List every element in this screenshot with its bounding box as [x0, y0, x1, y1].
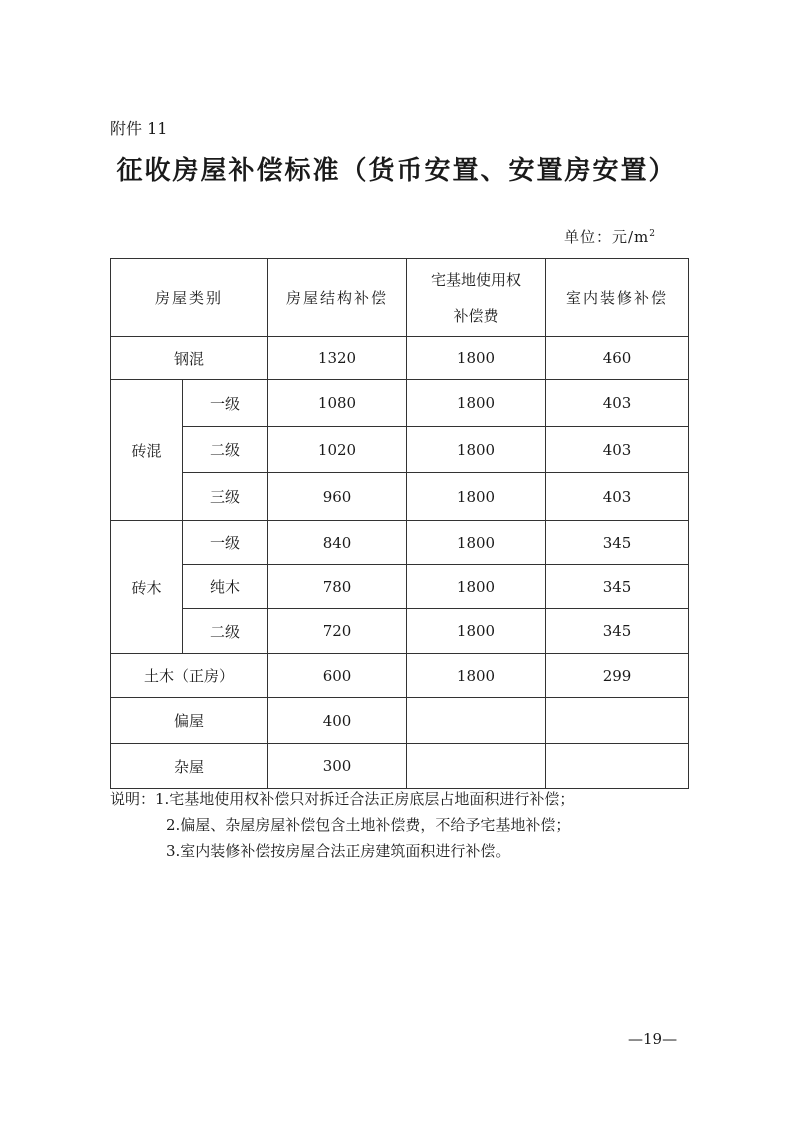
table-header-row: [111, 259, 689, 337]
homestead-value: [407, 698, 546, 744]
row-grade: 一级: [183, 380, 268, 427]
structure-value: 1080: [268, 380, 407, 427]
structure-value: 960: [268, 473, 407, 521]
header-homestead: [407, 259, 546, 337]
structure-value: 300: [268, 744, 407, 789]
row-category: 杂屋: [111, 744, 268, 789]
row-grade: 三级: [183, 473, 268, 521]
decoration-value: 460: [546, 337, 689, 380]
row-grade: 一级: [183, 521, 268, 565]
table-row: [111, 337, 689, 380]
homestead-value: 1800: [407, 609, 546, 654]
homestead-value: 1800: [407, 521, 546, 565]
row-grade: 纯木: [183, 565, 268, 609]
homestead-value: 1800: [407, 337, 546, 380]
structure-value: 1320: [268, 337, 407, 380]
document-title: 征收房屋补偿标准（货币安置、安置房安置）: [116, 156, 677, 186]
row-category: 钢混: [111, 337, 268, 380]
row-category: 土木（正房）: [111, 654, 268, 698]
decoration-value: 345: [546, 565, 689, 609]
header-structure: 房屋结构补偿: [268, 259, 407, 337]
decoration-value: 345: [546, 521, 689, 565]
decoration-value: 403: [546, 473, 689, 521]
unit-label: [564, 226, 656, 247]
unit-superscript: 2: [649, 229, 657, 239]
structure-value: 400: [268, 698, 407, 744]
table-row: [111, 609, 689, 654]
decoration-value: [546, 698, 689, 744]
decoration-value: 403: [546, 380, 689, 427]
homestead-value: 1800: [407, 473, 546, 521]
row-category: 砖木: [111, 521, 183, 654]
homestead-value: 1800: [407, 654, 546, 698]
note-line-2: 2.偏屋、杂屋房屋补偿包含土地补偿费，不给予宅基地补偿；: [166, 816, 571, 834]
note-line-3: 3.室内装修补偿按房屋合法正房建筑面积进行补偿。: [166, 842, 511, 860]
decoration-value: 299: [546, 654, 689, 698]
decoration-value: [546, 744, 689, 789]
homestead-value: 1800: [407, 380, 546, 427]
row-category: 偏屋: [111, 698, 268, 744]
table-row: [111, 521, 689, 565]
decoration-value: 403: [546, 427, 689, 473]
table-row: [111, 744, 689, 789]
homestead-value: 1800: [407, 427, 546, 473]
page-number: —19—: [628, 1030, 678, 1048]
table-row: [111, 427, 689, 473]
structure-value: 600: [268, 654, 407, 698]
notes: [110, 786, 574, 864]
structure-value: 720: [268, 609, 407, 654]
homestead-value: [407, 744, 546, 789]
structure-value: 1020: [268, 427, 407, 473]
structure-value: 840: [268, 521, 407, 565]
table-row: [111, 473, 689, 521]
compensation-table: [110, 258, 689, 789]
table-row: [111, 565, 689, 609]
header-decoration: 室内装修补偿: [546, 259, 689, 337]
table-row: [111, 654, 689, 698]
note-line-1: 说明：1.宅基地使用权补偿只对拆迁合法正房底层占地面积进行补偿；: [110, 790, 575, 808]
table-row: [111, 380, 689, 427]
row-category: 砖混: [111, 380, 183, 521]
row-grade: 二级: [183, 609, 268, 654]
decoration-value: 345: [546, 609, 689, 654]
table-row: [111, 698, 689, 744]
header-category: 房屋类别: [111, 259, 268, 337]
structure-value: 780: [268, 565, 407, 609]
header-homestead-line2: 补偿费: [453, 306, 499, 325]
attachment-label: 附件 11: [110, 119, 168, 138]
unit-text: 单位：元/m: [564, 228, 650, 246]
homestead-value: 1800: [407, 565, 546, 609]
row-grade: 二级: [183, 427, 268, 473]
header-homestead-line1: 宅基地使用权: [431, 270, 522, 289]
